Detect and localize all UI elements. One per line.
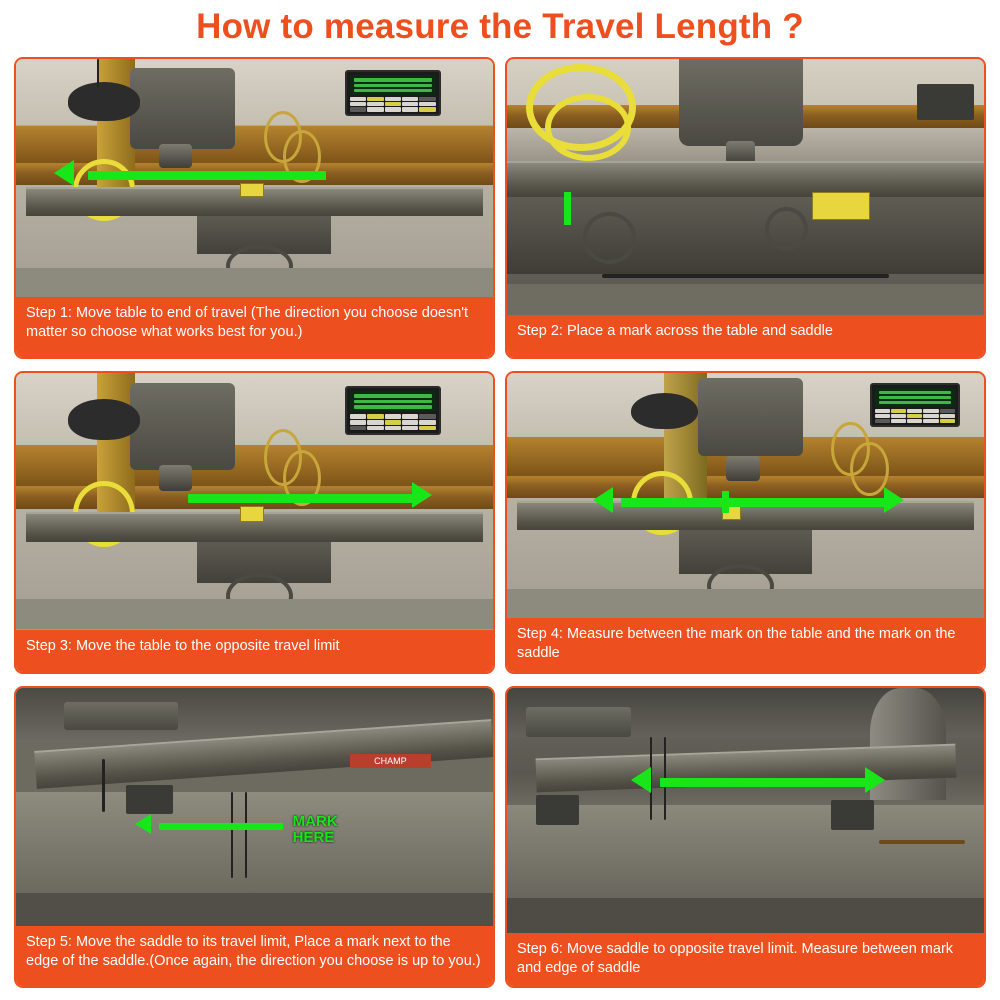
step-photo-5 — [16, 688, 493, 927]
mark-here-label: MARK HERE — [292, 812, 338, 846]
direction-arrow-head — [54, 160, 74, 186]
work-lamp-icon — [68, 82, 140, 120]
step-card-3 — [14, 371, 495, 674]
step-card-2 — [505, 57, 986, 360]
step-photo-1 — [16, 59, 493, 298]
step-caption-3: Step 3: Move the table to the opposite travel limit — [16, 630, 493, 672]
measure-arrow-line — [660, 778, 870, 787]
mill-head — [679, 59, 803, 146]
warning-tag — [812, 192, 869, 220]
measure-arrow-head-right — [865, 767, 885, 793]
page-title: How to measure the Travel Length ? — [196, 7, 804, 46]
mill-table — [507, 161, 984, 197]
step-caption-4: Step 4: Measure between the mark on the table and the mark on the saddle — [507, 618, 984, 671]
step-card-1 — [14, 57, 495, 360]
mark-arrow-head — [135, 814, 151, 834]
direction-arrow-line — [188, 494, 417, 503]
step-photo-6 — [507, 688, 984, 933]
reference-mark — [564, 192, 571, 225]
step-card-6 — [505, 686, 986, 989]
dro-display — [870, 383, 961, 427]
saddle-mark — [722, 491, 729, 513]
work-lamp-icon — [68, 399, 140, 440]
dro-display — [345, 70, 440, 115]
step-photo-2 — [507, 59, 984, 316]
measure-arrow-head-left — [593, 487, 613, 513]
machine-brand-sign: CHAMP — [350, 754, 431, 768]
measure-arrow-line — [621, 498, 888, 507]
step-caption-1: Step 1: Move table to end of travel (The direction you choose doesn't matter so choose what works best for you.) — [16, 297, 493, 357]
direction-arrow-line — [88, 171, 327, 180]
step-card-4 — [505, 371, 986, 674]
step-caption-6: Step 6: Move saddle to opposite travel limit. Measure between mark and edge of saddle — [507, 933, 984, 986]
dro-display — [345, 386, 440, 435]
measure-arrow-head-left — [631, 767, 651, 793]
steps-grid — [14, 57, 986, 989]
step-caption-5: Step 5: Move the saddle to its travel limit, Place a mark next to the edge of the saddle.(Once again, the direction you choose is up to you.) — [16, 926, 493, 986]
step-photo-3 — [16, 373, 493, 630]
step-caption-2: Step 2: Place a mark across the table and saddle — [507, 315, 984, 357]
work-lamp-icon — [631, 393, 698, 430]
mark-arrow-line — [159, 823, 283, 830]
measure-arrow-head-right — [884, 487, 904, 513]
step-card-5 — [14, 686, 495, 989]
step-photo-4 — [507, 373, 984, 618]
direction-arrow-head — [412, 482, 432, 508]
